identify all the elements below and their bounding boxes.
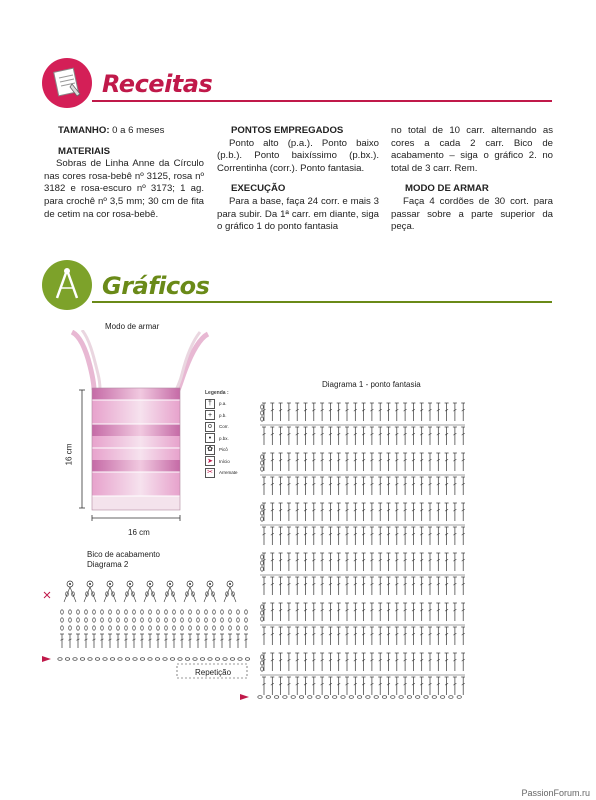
- chart-mark: [133, 618, 136, 622]
- start-arrow-icon: ➤: [205, 456, 215, 466]
- single-stitch-icon: +: [205, 410, 215, 420]
- chart-mark: [185, 658, 189, 661]
- chart-mark: [124, 587, 130, 602]
- chart-mark: [157, 626, 160, 630]
- chart-mark: [190, 587, 196, 602]
- legend-item: ✂ Arremate: [205, 467, 255, 479]
- receitas-rule: [92, 100, 552, 102]
- chart-mark: [77, 610, 80, 614]
- chart-mark: [261, 411, 264, 415]
- chart-mark: [42, 656, 51, 662]
- chart-mark: [80, 658, 84, 661]
- diagram2-title-1: Bico de acabamento: [87, 550, 160, 559]
- chart-mark: [90, 587, 96, 602]
- modo-text: Faça 4 cordões de 30 cort. para passar sobre a parte superior da peça.: [391, 195, 553, 233]
- chart-mark: [125, 658, 129, 661]
- chart-mark: [261, 567, 264, 571]
- chart-mark: [69, 626, 72, 630]
- slip-stitch-icon: •: [205, 433, 215, 443]
- chart-mark: [109, 583, 111, 585]
- chart-mark: [95, 658, 99, 661]
- legend-item: + p.b.: [205, 410, 255, 422]
- chart-mark: [85, 610, 88, 614]
- chart-mark: [261, 417, 264, 421]
- chart-mark: [84, 587, 90, 602]
- chart-mark: [261, 667, 264, 671]
- chart-mark: [205, 618, 208, 622]
- chart-mark: [70, 587, 76, 602]
- chart-mark: [103, 658, 107, 661]
- chart-mark: [283, 696, 287, 699]
- chart-mark: [157, 610, 160, 614]
- chart-mark: [432, 696, 436, 699]
- chart-mark: [93, 626, 96, 630]
- chart-mark: [44, 592, 50, 598]
- chart-mark: [261, 461, 264, 465]
- chart-mark: [237, 618, 240, 622]
- chart-mark: [213, 618, 216, 622]
- diagram1-title: Diagrama 1 - ponto fantasia: [322, 380, 421, 389]
- chart-mark: [213, 626, 216, 630]
- receitas-icon: [42, 58, 92, 108]
- modo-armar-drawing: [60, 330, 210, 530]
- chart-mark: [170, 587, 176, 602]
- legend-item: • p.bx.: [205, 433, 255, 445]
- chart-mark: [89, 583, 91, 585]
- scissors-icon: ✂: [205, 468, 215, 478]
- chart-mark: [141, 618, 144, 622]
- chart-mark: [133, 658, 137, 661]
- chart-mark: [181, 626, 184, 630]
- chart-mark: [245, 626, 248, 630]
- height-label: 16 cm: [64, 443, 74, 466]
- chart-mark: [261, 561, 264, 565]
- diagram2-chart: [40, 572, 250, 682]
- chart-mark: [181, 610, 184, 614]
- tamanho-label: TAMANHO:: [58, 125, 110, 136]
- chart-mark: [77, 626, 80, 630]
- chart-mark: [229, 610, 232, 614]
- chart-mark: [261, 511, 264, 515]
- chart-mark: [261, 661, 264, 665]
- execucao-heading: EXECUÇÃO: [231, 183, 286, 195]
- chart-mark: [237, 626, 240, 630]
- page-title-graficos: Gráficos: [102, 272, 210, 300]
- chart-mark: [261, 611, 264, 615]
- chart-mark: [170, 658, 174, 661]
- chart-mark: [178, 658, 182, 661]
- chart-mark: [109, 626, 112, 630]
- chart-mark: [149, 626, 152, 630]
- execucao-text: Para a base, faça 24 corr. e mais 3 para subir. Da 1ª carr. em diante, siga o gráfico 1 do ponto fantasia: [217, 195, 379, 233]
- chart-mark: [221, 610, 224, 614]
- chart-mark: [125, 626, 128, 630]
- tall-stitch-icon: †: [205, 399, 215, 409]
- chart-mark: [240, 694, 249, 700]
- chart-mark: [61, 618, 64, 622]
- chart-mark: [144, 587, 150, 602]
- chart-mark: [93, 618, 96, 622]
- chart-mark: [58, 658, 62, 661]
- chart-mark: [69, 583, 71, 585]
- chart-mark: [197, 610, 200, 614]
- legend-item: ✿ Picô: [205, 444, 255, 456]
- chart-mark: [149, 618, 152, 622]
- chart-mark: [440, 696, 444, 699]
- chart-mark: [101, 618, 104, 622]
- chart-mark: [245, 658, 249, 661]
- chart-mark: [189, 583, 191, 585]
- chart-mark: [184, 587, 190, 602]
- chart-mark: [73, 658, 77, 661]
- chart-mark: [133, 610, 136, 614]
- legend-item: † p.a.: [205, 398, 255, 410]
- footer-watermark: PassionForum.ru: [521, 788, 590, 798]
- chart-mark: [85, 626, 88, 630]
- chart-mark: [200, 658, 204, 661]
- chart-mark: [374, 696, 378, 699]
- chart-mark: [141, 610, 144, 614]
- materiais-heading: MATERIAIS: [58, 145, 111, 157]
- legend-title: Legenda :: [205, 390, 229, 396]
- pontos-text: Ponto alto (p.a.). Ponto baixo (p.b.). Ponto baixíssimo (p.bx.). Correntinha (corr.). Ponto fantasia.: [217, 137, 379, 174]
- chart-mark: [173, 626, 176, 630]
- chart-mark: [210, 587, 216, 602]
- chart-mark: [229, 618, 232, 622]
- chart-mark: [449, 696, 453, 699]
- tamanho-value: 0 a 6 meses: [109, 125, 165, 136]
- chart-mark: [197, 626, 200, 630]
- chart-mark: [245, 618, 248, 622]
- chart-mark: [65, 658, 69, 661]
- chart-mark: [125, 618, 128, 622]
- chart-mark: [69, 618, 72, 622]
- chart-mark: [204, 587, 210, 602]
- chart-mark: [64, 587, 70, 602]
- chart-mark: [382, 696, 386, 699]
- chart-mark: [316, 696, 320, 699]
- chart-mark: [457, 696, 461, 699]
- chart-mark: [130, 587, 136, 602]
- chart-mark: [110, 658, 114, 661]
- legend-item: ➤ Início: [205, 456, 255, 468]
- chart-mark: [238, 658, 242, 661]
- chart-mark: [69, 610, 72, 614]
- diagram2-title-2: Diagrama 2: [87, 560, 129, 569]
- chart-mark: [299, 696, 303, 699]
- chart-mark: [261, 505, 264, 509]
- page-title-receitas: Receitas: [102, 70, 213, 98]
- chart-mark: [157, 618, 160, 622]
- chart-mark: [261, 605, 264, 609]
- legend-item: o Corr.: [205, 421, 255, 433]
- chart-mark: [221, 618, 224, 622]
- chart-mark: [230, 587, 236, 602]
- chart-mark: [61, 626, 64, 630]
- chart-mark: [189, 610, 192, 614]
- column-1: [44, 125, 204, 221]
- chart-mark: [140, 658, 144, 661]
- chart-mark: [221, 626, 224, 630]
- chart-mark: [399, 696, 403, 699]
- chart-mark: [261, 405, 264, 409]
- chart-mark: [165, 626, 168, 630]
- chart-mark: [205, 610, 208, 614]
- chart-mark: [117, 626, 120, 630]
- chart-mark: [424, 696, 428, 699]
- continuation-text: no total de 10 carr. alternando as cores a cada 2 carr. Bico de acabamento – siga o gráfico 2. no total de 3 carr. Rem.: [391, 125, 553, 174]
- chart-mark: [205, 626, 208, 630]
- chart-mark: [189, 618, 192, 622]
- chart-mark: [165, 618, 168, 622]
- width-label: 16 cm: [128, 528, 150, 537]
- modo-armar-title: Modo de armar: [105, 322, 160, 331]
- chart-mark: [117, 610, 120, 614]
- chart-mark: [93, 610, 96, 614]
- chart-mark: [291, 696, 295, 699]
- chart-mark: [261, 467, 264, 471]
- chart-mark: [407, 696, 411, 699]
- chart-mark: [101, 626, 104, 630]
- chart-mark: [141, 626, 144, 630]
- chart-mark: [181, 618, 184, 622]
- chart-mark: [125, 610, 128, 614]
- diagram1-chart: [240, 395, 465, 715]
- chart-mark: [101, 610, 104, 614]
- chart-mark: [173, 610, 176, 614]
- chain-icon: o: [205, 422, 215, 432]
- chart-mark: [110, 587, 116, 602]
- chart-mark: [155, 658, 159, 661]
- chart-mark: [215, 658, 219, 661]
- chart-mark: [165, 610, 168, 614]
- chart-mark: [229, 626, 232, 630]
- chart-mark: [209, 583, 211, 585]
- chart-mark: [104, 587, 110, 602]
- chart-mark: [163, 658, 167, 661]
- graficos-rule: [92, 301, 552, 303]
- chart-mark: [129, 583, 131, 585]
- pontos-heading: PONTOS EMPREGADOS: [231, 125, 344, 136]
- chart-mark: [261, 555, 264, 559]
- chart-mark: [261, 455, 264, 459]
- chart-mark: [366, 696, 370, 699]
- chart-mark: [349, 696, 353, 699]
- materiais-text: Sobras de Linha Anne da Círculo nas cores rosa-bebê nº 3125, rosa nº 3182 e rosa-escuro nº 3173; 1 ag. para crochê nº 3,5 mm; 30 cm de fita de cetim na cor rosa-bebê.: [44, 158, 204, 220]
- chart-mark: [237, 610, 240, 614]
- chart-mark: [341, 696, 345, 699]
- chart-mark: [149, 583, 151, 585]
- chart-mark: [173, 618, 176, 622]
- repeat-label: Repetição: [195, 668, 232, 677]
- chart-mark: [149, 610, 152, 614]
- chart-mark: [224, 587, 230, 602]
- chart-mark: [133, 626, 136, 630]
- chart-mark: [150, 587, 156, 602]
- chart-mark: [357, 696, 361, 699]
- chart-mark: [333, 696, 337, 699]
- chart-mark: [169, 583, 171, 585]
- chart-mark: [118, 658, 122, 661]
- chart-mark: [213, 610, 216, 614]
- chart-mark: [261, 617, 264, 621]
- chart-mark: [148, 658, 152, 661]
- chart-mark: [208, 658, 212, 661]
- chart-mark: [164, 587, 170, 602]
- column-2: [217, 125, 379, 234]
- chart-mark: [109, 618, 112, 622]
- chart-mark: [85, 618, 88, 622]
- chart-mark: [230, 658, 234, 661]
- chart-mark: [245, 610, 248, 614]
- picot-icon: ✿: [205, 445, 215, 455]
- chart-mark: [274, 696, 278, 699]
- chart-mark: [61, 610, 64, 614]
- chart-mark: [77, 618, 80, 622]
- chart-mark: [197, 618, 200, 622]
- chart-mark: [308, 696, 312, 699]
- chart-mark: [266, 696, 270, 699]
- chart-mark: [261, 655, 264, 659]
- chart-mark: [416, 696, 420, 699]
- chart-mark: [391, 696, 395, 699]
- chart-mark: [223, 658, 227, 661]
- chart-mark: [258, 696, 262, 699]
- chart-mark: [117, 618, 120, 622]
- chart-mark: [229, 583, 231, 585]
- column-3: [391, 125, 553, 234]
- modo-heading: MODO DE ARMAR: [405, 183, 489, 195]
- chart-mark: [88, 658, 92, 661]
- chart-mark: [189, 626, 192, 630]
- chart-mark: [261, 517, 264, 521]
- chart-mark: [193, 658, 197, 661]
- chart-mark: [324, 696, 328, 699]
- graficos-icon: [42, 260, 92, 310]
- chart-mark: [109, 610, 112, 614]
